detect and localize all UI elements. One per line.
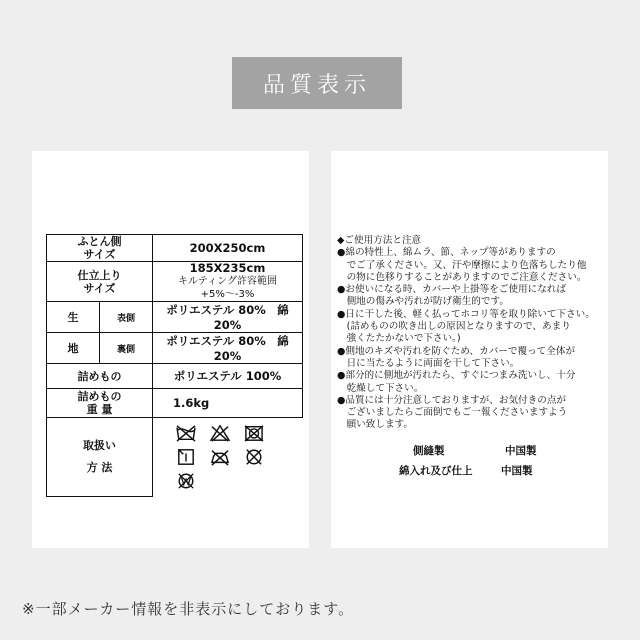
no-wash-icon: [175, 424, 197, 442]
table-row: [47, 302, 303, 333]
notes-line: 側地の傷みや汚れが防げ衛生的です。: [337, 296, 509, 308]
no-iron-icon: [209, 448, 231, 466]
quality-label-card: [32, 151, 309, 548]
notes-line: (詰めものの吹き出しの原因となりますので、あまり: [337, 321, 571, 333]
quilting-tolerance: キルティング許容範囲+5%〜-3%: [178, 276, 277, 300]
sewing-country: 中国製: [505, 445, 537, 457]
row-head: ふとん側: [77, 235, 122, 248]
notes-line: ●品質には十分注意しておりますが、お気付きの点が: [337, 394, 567, 406]
notes-line: ●側地のキズや汚れを防ぐため、カバーで覆って全体が: [337, 345, 576, 357]
row-subhead: 裏側: [100, 333, 153, 364]
table-row: [47, 364, 303, 389]
quality-label-table: [46, 234, 303, 497]
filling-value: ポリエステル 100%: [153, 364, 303, 389]
notes-line: 強くたたかないで下さい。): [337, 333, 461, 345]
row-head: サイズ: [83, 281, 116, 295]
notes-line: ●部分的に側地が汚れたら、すぐにつまみ洗いし、十分: [337, 370, 576, 382]
no-dry-clean-icon: [243, 448, 265, 466]
table-row: [47, 235, 303, 262]
notes-line: ●綿の特性上、綿ムラ、節、ネップ等がありますの: [337, 247, 556, 259]
filling-label: 綿入れ及び仕上: [399, 465, 473, 477]
notes-line: ございましたらご面倒でもご一報くださいますよう: [337, 407, 568, 419]
outer-fabric-value: ポリエステル 80% 綿20%: [153, 302, 303, 333]
notes-line: 願い致します。: [337, 419, 413, 431]
notes-heading: ◆ご使用方法と注意: [337, 235, 422, 246]
row-subhead: 表側: [100, 302, 153, 333]
usage-notes-card: [331, 151, 608, 548]
cover-size-value: 200X250cm: [153, 235, 303, 262]
table-row: [47, 262, 303, 302]
usage-notes: [337, 235, 602, 432]
notes-line: 日に当たるように両面を干して下さい。: [337, 357, 520, 369]
row-head: 詰めもの: [47, 364, 153, 389]
row-head: 仕立上り: [77, 268, 122, 282]
no-tumble-dry-icon: [243, 424, 265, 442]
row-head: 生: [47, 302, 100, 333]
line-dry-shade-icon: [175, 448, 197, 466]
notes-line: でご了承ください。又、汗や摩擦により色落ちしたり他: [337, 259, 587, 271]
table-row: [47, 389, 303, 418]
row-head: 詰めもの: [77, 390, 122, 403]
table-row: [47, 333, 303, 364]
section-title: 品質表示: [232, 57, 402, 109]
row-head: サイズ: [83, 248, 116, 261]
row-head: 方 法: [86, 460, 113, 474]
care-symbols: [153, 418, 303, 497]
filling-weight-value: 1.6kg: [153, 389, 303, 418]
wet-clean-icon: [175, 472, 197, 490]
footnote: ※一部メーカー情報を非表示にしております。: [22, 600, 355, 618]
notes-line: ●日に干した後、軽く払ってホコリ等を取り除いて下さい。: [337, 308, 595, 320]
table-row: [47, 418, 303, 497]
finished-size-value: 185X235cm: [189, 261, 266, 275]
notes-line: 乾燥して下さい。: [337, 382, 424, 394]
notes-line: ●お使いになる時、カバーや上掛等をご使用になれば: [337, 284, 567, 296]
sewing-label: 側縫製: [413, 445, 445, 457]
filling-country: 中国製: [501, 465, 533, 477]
no-bleach-icon: [209, 424, 231, 442]
row-head: 地: [47, 333, 100, 364]
row-head: 取扱い: [83, 438, 116, 452]
notes-line: の物に色移りすることがありますのでご注意ください。: [337, 271, 587, 283]
inner-fabric-value: ポリエステル 80% 綿20%: [153, 333, 303, 364]
row-head: 重 量: [86, 403, 113, 416]
